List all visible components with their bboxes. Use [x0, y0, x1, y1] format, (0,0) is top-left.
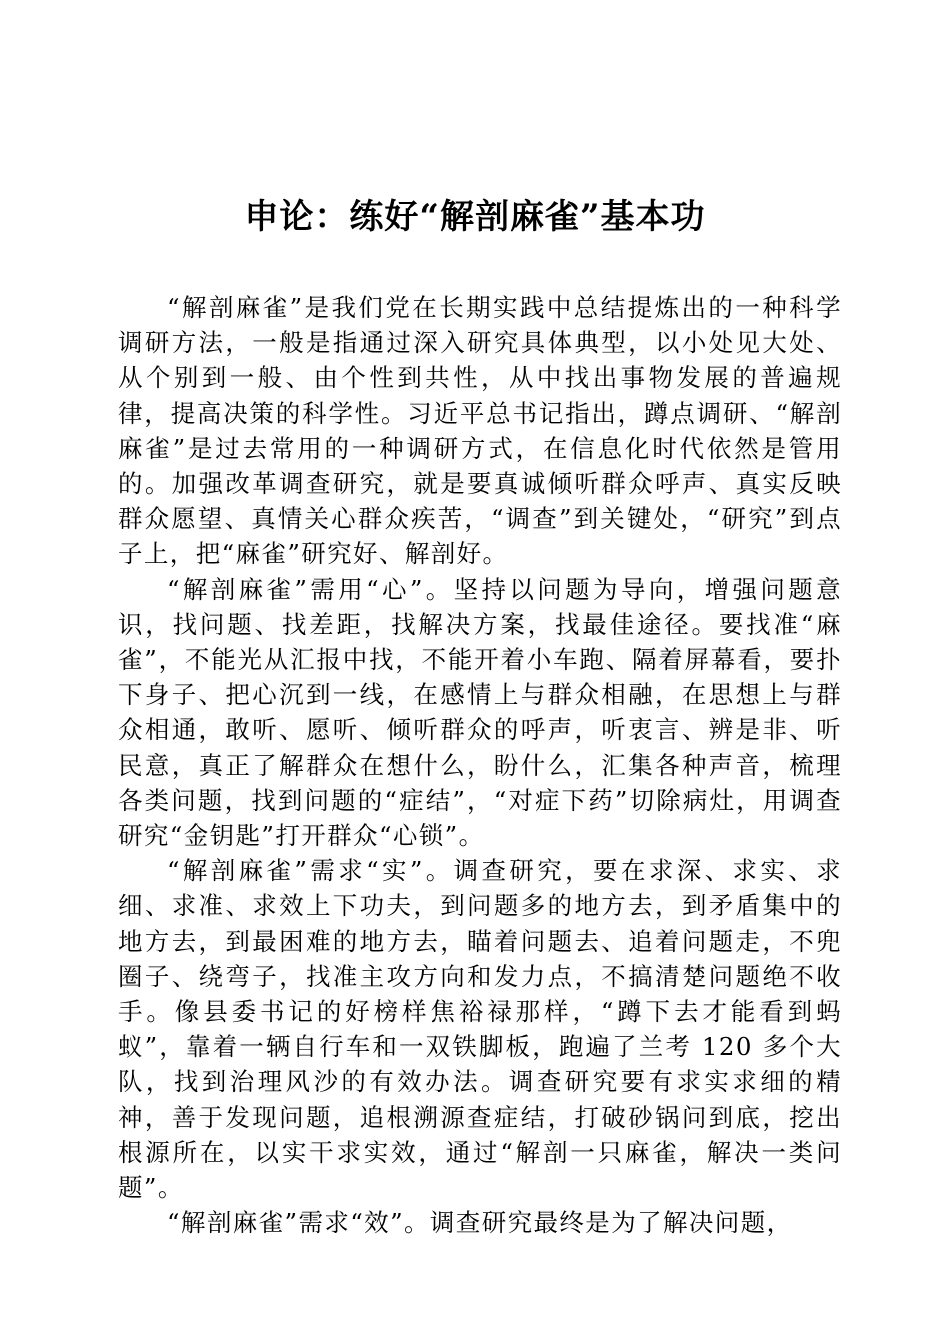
- paragraph-4: “解剖麻雀”需求“效”。调查研究最终是为了解决问题，: [167, 1208, 793, 1238]
- document-body: [118, 290, 842, 1240]
- paragraph-2: “解剖麻雀”需用“心”。坚持以问题为导向，增强问题意识，找问题、找差距，找解决方案，找最佳途径。要找准“麻雀”，不能光从汇报中找，不能开着小车跑、隔着屏幕看，要扑下身子、把心沉到一线，在感情上与群众相融，在思想上与群众相通，敢听、愿听、倾听群众的呼声，听衷言、辨是非、听民意，真正了解群众在想什么，盼什么，汇集各种声音，梳理各类问题，找到问题的“症结”，“对症下药”切除病灶，用调查研究“金钥匙”打开群众“心锁”。: [118, 574, 842, 851]
- document-title: 申论：练好“解剖麻雀”基本功: [244, 197, 706, 237]
- paragraph-3: “解剖麻雀”需求“实”。调查研究，要在求深、求实、求细、求准、求效上下功夫，到问题多的地方去，到矛盾集中的地方去，到最困难的地方去，瞄着问题去、追着问题走，不兜圈子、绕弯子，找准主攻方向和发力点，不搞清楚问题绝不收手。像县委书记的好榜样焦裕禄那样，“蹲下去才能看到蚂蚁”，靠着一辆自行车和一双铁脚板，跑遍了兰考 120 多个大队，找到治理风沙的有效办法。调查研究要有求实求细的精神，善于发现问题，追根溯源查症结，打破砂锅问到底，挖出根源所在，以实干求实效，通过“解剖一只麻雀，解决一类问题”。: [118, 856, 842, 1203]
- paragraph-1: “解剖麻雀”是我们党在长期实践中总结提炼出的一种科学调研方法，一般是指通过深入研究具体典型，以小处见大处、从个别到一般、由个性到共性，从中找出事物发展的普遍规律，提高决策的科学性。习近平总书记指出，蹲点调研、“解剖麻雀”是过去常用的一种调研方式，在信息化时代依然是管用的。加强改革调查研究，就是要真诚倾听群众呼声、真实反映群众愿望、真情关心群众疾苦，“调查”到关键处，“研究”到点子上，把“麻雀”研究好、解剖好。: [118, 293, 842, 569]
